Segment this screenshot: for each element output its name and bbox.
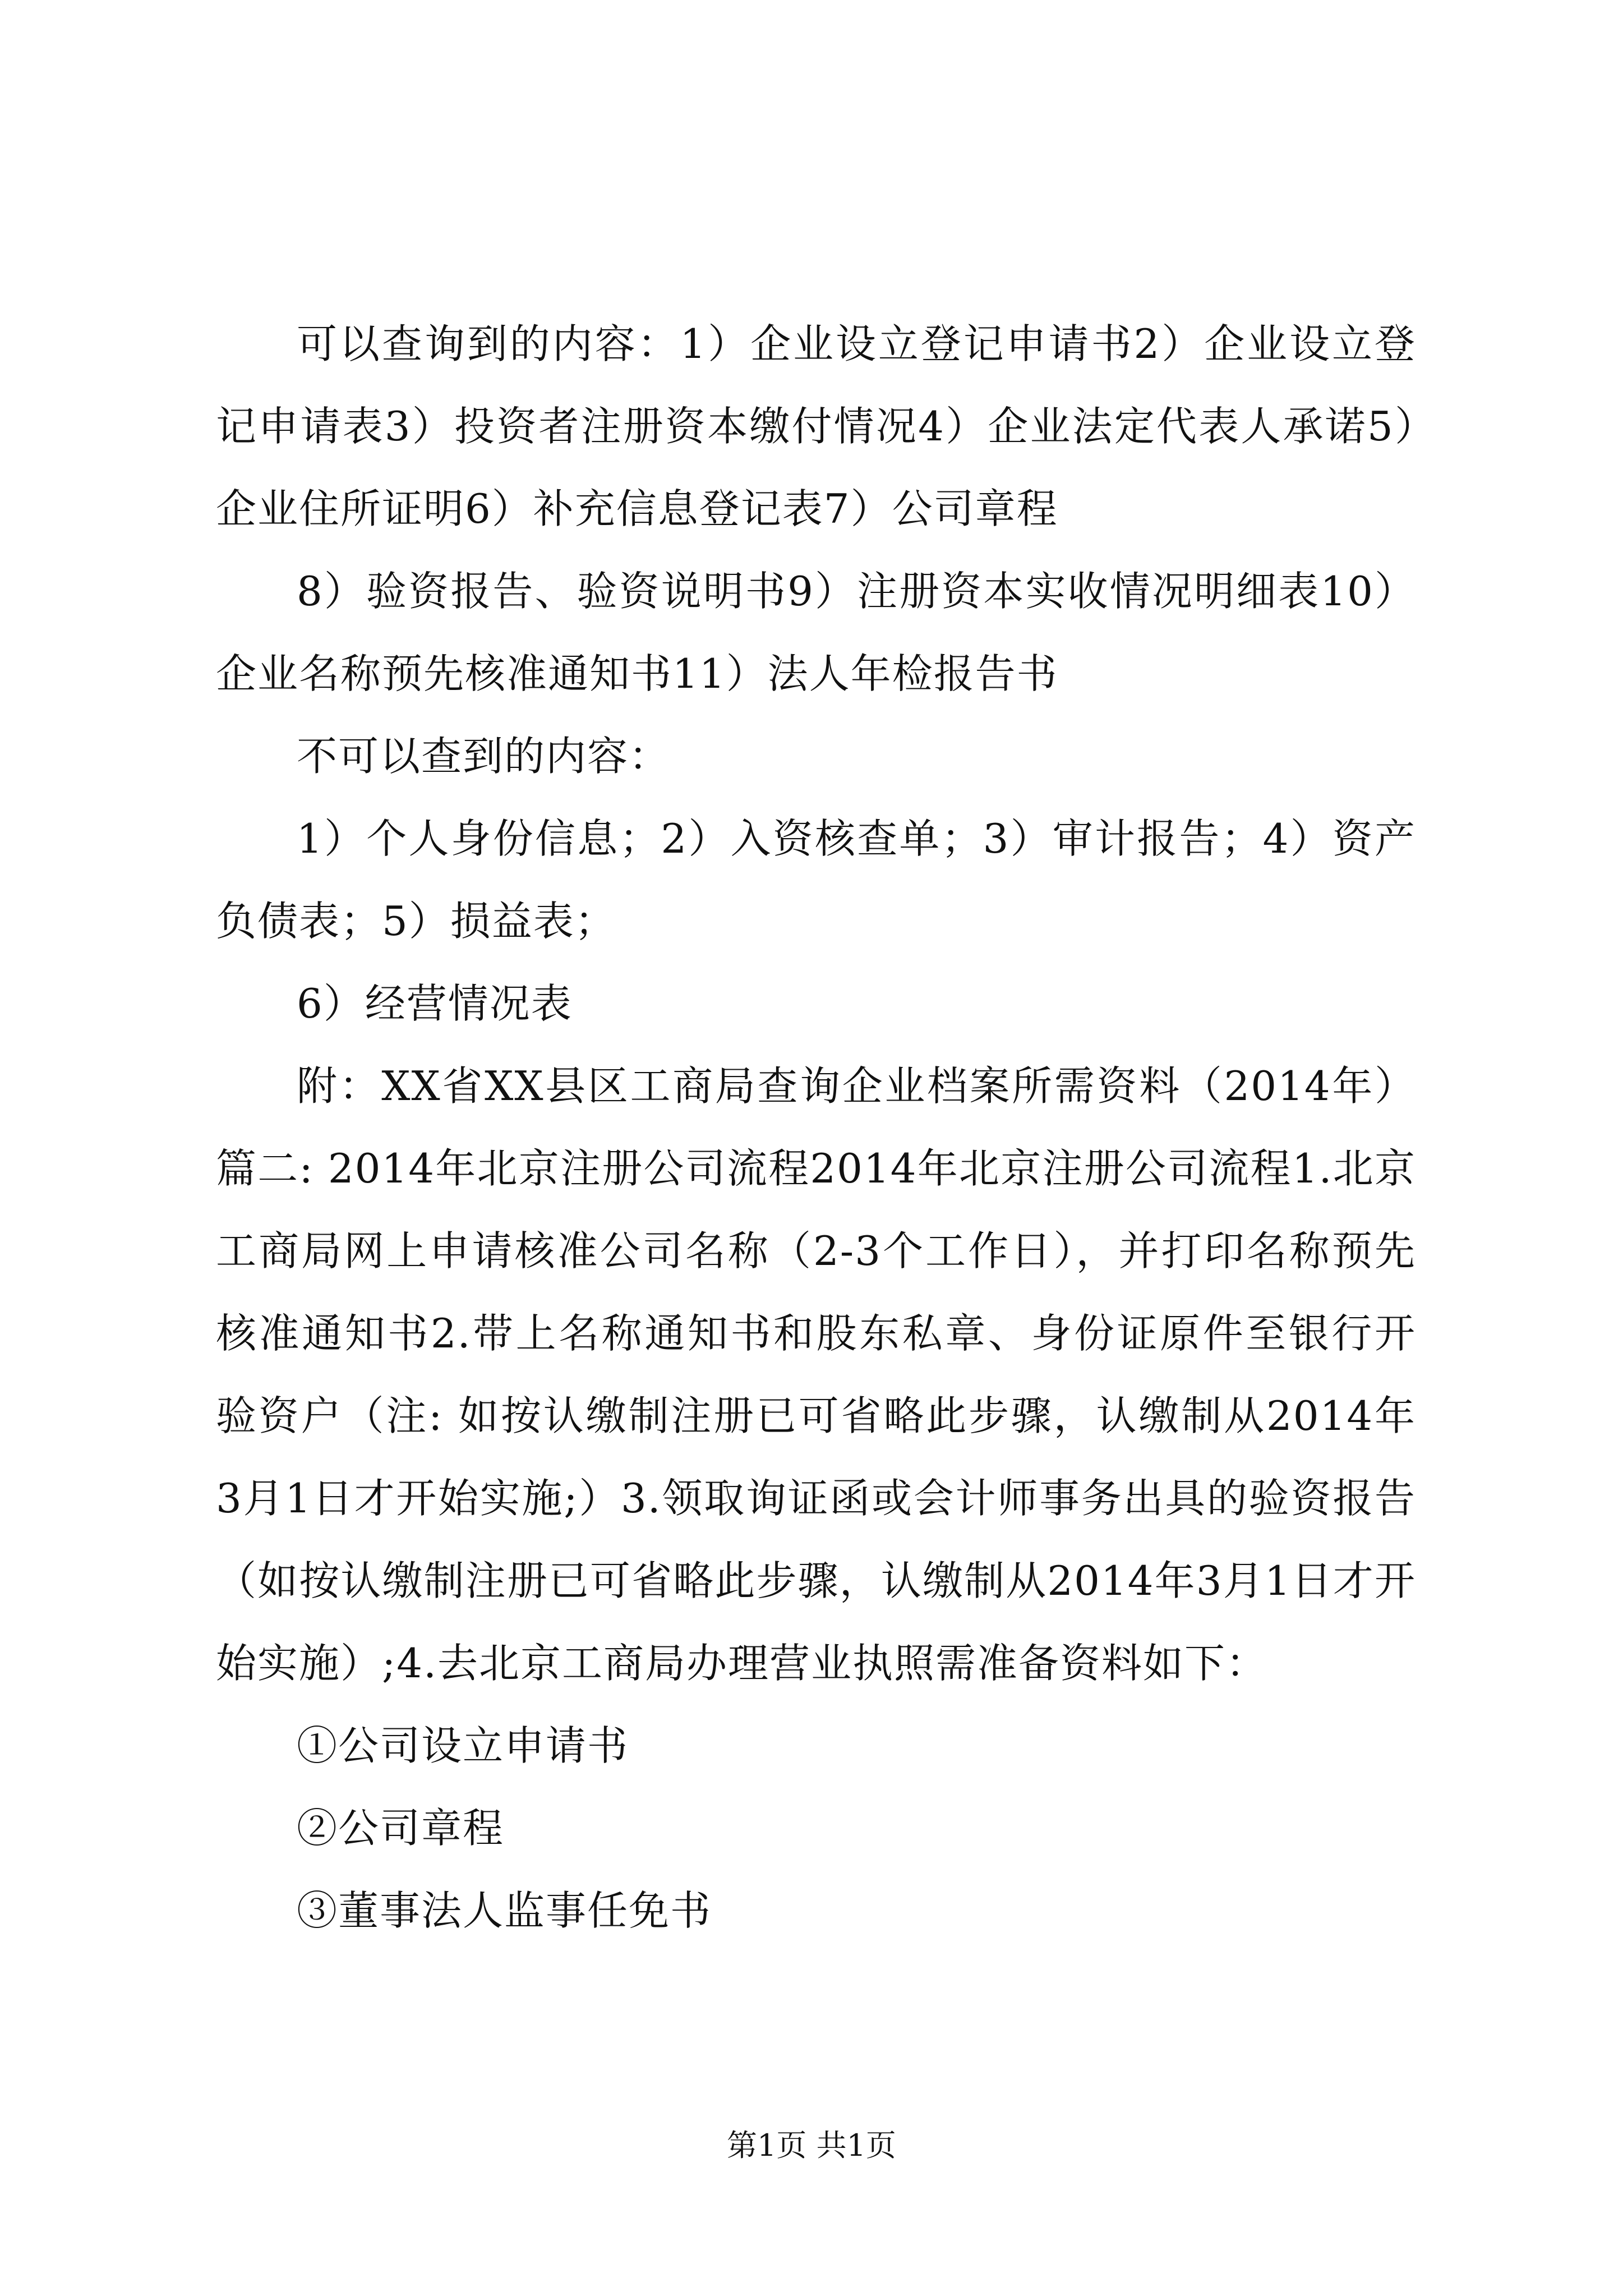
paragraph-queryable-contents-continued: 8）验资报告、验资说明书9）注册资本实收情况明细表10）企业名称预先核准通知书11）法人年检报告书 [216, 568, 1416, 697]
list-item-application: ①公司设立申请书 [297, 1722, 629, 1769]
paragraph-non-queryable-list-continued: 6）经营情况表 [297, 980, 573, 1027]
page-footer: 第1页 共1页 [727, 2128, 896, 2163]
document-body [216, 303, 1416, 1952]
list-item-appointment: ③董事法人监事任免书 [297, 1887, 712, 1934]
paragraph-queryable-contents: 可以查询到的内容：1）企业设立登记申请书2）企业设立登记申请表3）投资者注册资本缴付情况4）企业法定代表人承诺5）企业住所证明6）补充信息登记表7）公司章程 [216, 320, 1416, 532]
list-item-articles: ②公司章程 [297, 1805, 505, 1852]
paragraph-appendix-beijing-registration: 附：XX省XX县区工商局查询企业档案所需资料（2014年）篇二: 2014年北京注册公司流程2014年北京注册公司流程1.北京工商局网上申请核准公司名称（2-3个工作日），并打印名称预先核准通知书2.带上名称通知书和股东私章、身份证原件至银行开验资户（注: 如按认缴制注册已可省略此步骤，认缴制从2014年3月1日才开始实施;）3.领取询证函或会计师事务出具的验资报告（如按认缴制注册已可省略此步骤，认缴制从2014年3月1日才开始实施）;4.去北京工商局办理营业执照需准备资料如下： [216, 1062, 1416, 1687]
paragraph-non-queryable-list: 1）个人身份信息；2）入资核查单；3）审计报告；4）资产负债表；5）损益表； [216, 815, 1416, 945]
paragraph-non-queryable-heading: 不可以查到的内容： [297, 733, 671, 780]
